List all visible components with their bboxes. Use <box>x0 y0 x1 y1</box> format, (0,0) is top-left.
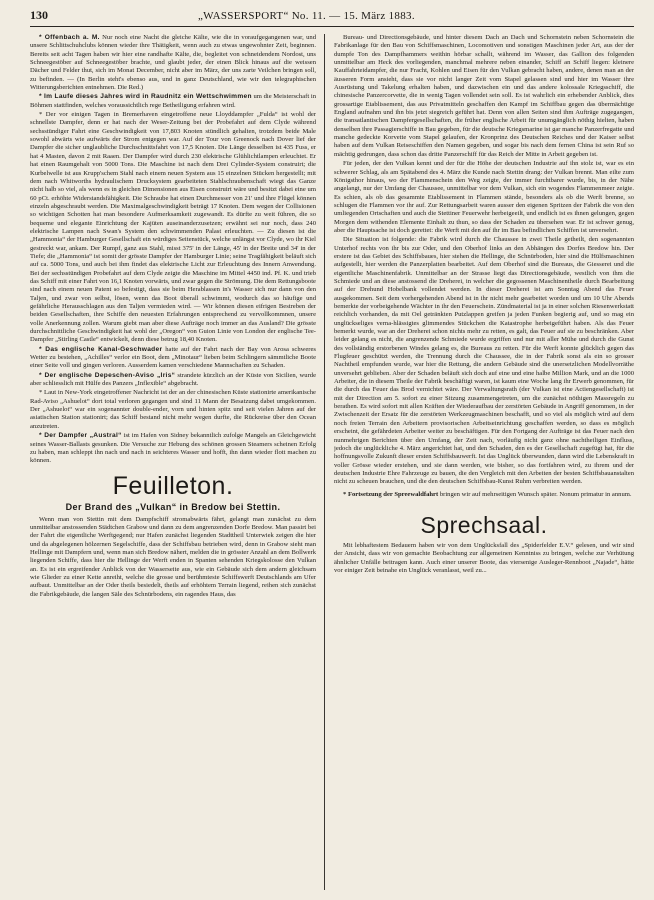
running-head: „WASSERSPORT“ No. 11. — 15. März 1883. <box>198 10 415 22</box>
news-item-text: strandete kürzlich an der Küste von Sicilien, wurde aber schliesslich mit Hülfe des Panzers „Inflexible“ abgebracht. <box>30 371 316 388</box>
news-item-text: * Der vor einigen Tagen in Bremerhaven eingetroffene neue Lloyddampfer „Fulda“ ist wohl der schnellste Dampfer, denn er hat nach der Weser-Zeitung bei der Probefahrt auf dem Clyde während sechsstündiger Fahrt eine Geschwindigkeit von 17,803 Knoten stündlich gehalten, trotzdem beide Male sowohl abwärts wie aufwärts der Strom entgegen war. Auf der Tour von Greenock nach Dover lief der Dampfer die sicher unglaubliche Durchschnittsfahrt von 17,5 Knoten. Die Länge desselben ist 435 Fuss, er hat 4 Masten, davon 2 mit Raaen. Der Dampfer wird durch 230 elektrische Glühlichtlampen erleuchtet. Er hat einen Raumgehalt von 5000 Tons. Die Maschine ist nach dem Drei Cylinder-System construirt; die Kurbelwelle ist aus Krupp'schem Stahl nach einem neuen System aus 15 einzelnen Stücken hergestellt; mit dem nach Whitworths hydraulischem Drucksystem gearbeiteten Stahlschraubenschaft wiegt das Ganze nicht halb so viel, als wenn es in gleichen Dimensionen aus Eisen construirt wäre und besitzt dabei eine um 60 pCt. erhöhte Widerstandsfähigkeit. Die Schraube hat einen Durchmesser von 21' und ihre Flügel können einzeln abgeschraubt werden. Die Maximalgeschwindigkeit beträgt 17 Knoten. Dem wegen der Collisionen so wichtigen Schotten hat man besondere Aufmerksamkeit zugewandt. Es dürfte zu weit führen, die so bequeme und elegante Einrichtung der Kajüten auseinanderzusetzen; erwähnt sei nur noch, dass 240 elektrische Lampen nach Swan's System den schwimmenden Palast erleuchten. — Zu diesen ist die „Hammonia“ der Hamburger Gesellschaft ein würdiges Seitenstück, welche unlängst vor Clyde, wo ihr Kiel gestreckt war, ankam. Der Rumpf, ganz aus Stahl, misst 375' in der Länge, 45' in der Breite und 34' in der Tiefe; die „Hammonia“ ist somit der grösste Dampfer der Hamburger Linie; seine Tragfähigkeit beläuft sich auf ca. 5000 Tons, und auch bei ihm findet das elektrische Licht zur Erleuchtung des Innern Anwendung. Bei der sechsstündigen Probefahrt auf dem Clyde zeigte die Maschine im Mittel 4450 ind. Pf. K. und trieb das Schiff mit einer Fahrt von 16,1 Knoten vorwärts, und zwar gegen die Strömung. Die dem Rettungsboote sind nach einem neuen Patent so befestigt, dass sie beim Herablassen in's Wasser sich nur dann von den Taljen, und zwar von selbst, lösen, wenn das Boot überall schwimmt, wodurch das so häufige und gefährliche Herausschlagen aus den Taljen vermieden wird. — Wir können diesen eifrigen Bestreben der beiden Gesellschaften, ihre Schiffe den neuesten Erfahrungen entsprechend zu vervollkommnen, unsere volle Anerkennung zollen. Warum giebt man aber diese Aufträge noch immer an das Ausland? Die grösste durchschnittliche Geschwindigkeit hat wohl der „Oregon“ von Guion Linie von London der englische Tee-Dampfer „Stirling Castle“ entwickelt, denn diese betrug 18,40 Knoten. <box>30 111 316 344</box>
feuilleton-subheading: Der Brand des „Vulkan“ in Bredow bei Stettin. <box>65 501 281 512</box>
sprechsaal-body: Mit lebhaftestem Bedauern haben wir von dem Unglücksfall des „Spiderfelder E.V.“ gelesen, und wir sind der Ansicht, dass wir von gemachte Beobachtung zur allgemeinen Kenntniss zu bringen, welche zur Verhütung ähnlicher Unfälle beitragen kann. Auch einer unserer Boote, das viersenige Ausleger-Rennboot „Najade“, hätte vor einiger Zeit beinahe ein Unglück veranlasst, weil zu... <box>334 541 634 574</box>
news-item-kanal-geschwader <box>30 346 316 371</box>
news-item-fulda <box>30 111 316 345</box>
news-item-lead: * Das englische Kanal-Geschwader <box>39 345 163 353</box>
news-item-lead: * Der englische Depeschen-Aviso „Iris“ <box>39 371 176 379</box>
page-number: 130 <box>30 8 48 22</box>
news-item-lead: * Der Dampfer „Austral“ <box>39 432 122 440</box>
left-column <box>30 34 316 894</box>
feuilleton-body: Wenn man von Stettin mit dem Dampfschiff stromabwärts fährt, gelangt man zunächst zu dem unmittelbar anstossenden Städtchen Grabow und dann zu dem angrenzenden Dorfe Bredow. Man passirt bei der Fahrt die eigentliche Werftgegend; nur Hafen zunächst liegenden Stadttheil Unterwiek zeigen die hier und da abgelegenen hölzernen Segelschiffe, dass der Schiffsbau betrieben wird, denn in Grabow sieht man Hellinge mit Dampfern und, wenn man sich Bredow nähert, melden die in grösster Anzahl an dem Bollwerk liegenden Schiffe, dass hier die Hellinge der Werft enden in Spanten sehenden Kriegskolosse den Vulkan an. Es ist ein ergreifender Anblick von der Wasserseite aus, wie ein Gebäude sich dem andern gleichsam wie Glieder zu einer Kette anreiht, welche die grosse und berühmteste Schiffswerft Deutschlands am Ufer aufbaut. Unmittelbar an der Oder theils besiedelt, theils auf erhöhtem Terrain liegend, reihen sich zunächst die Fabrikgebäude, die langen Säle des Schnürbodens, ein ragendes Haus, das <box>30 515 316 598</box>
news-item-iris <box>30 372 316 389</box>
news-item-lead: * Offenbach a. M. <box>39 34 100 41</box>
news-item-text: hatte auf der Fahrt nach der Bay von Arosa schweres Wetter zu bestehen, „Achilles“ verlor ein Boot, dem „Minotaur“ lieben beim Schlingern sämmtliche Boote einer Seite voll und gingen verloren. Ausserdem kamen verschiedene Mannschaften zu Schaden. <box>30 345 316 370</box>
sprechsaal-heading: Sprechsaal. <box>420 511 548 538</box>
news-item-text: ist im Hafen von Sidney bekanntlich zufolge Mangels an Gleichgewicht seines Wasser-Ballasts gesunken. Die Versuche zur Hebung des schönen grossen Steamers scheinen Erfolg zu haben, man schleppt ihn nach und nach in seichteres Wasser und hofft, ihn dann wieder flott machen zu können. <box>30 432 316 465</box>
news-item-austral <box>30 432 316 465</box>
news-item-lead: * Im Laufe dieses Jahres wird in Raudnitz ein Wettschwimmen <box>39 93 252 101</box>
news-item-text: * Laut in New-York eingetroffener Nachricht ist der an der chinesischen Küste stationirte amerikanische Rad-Aviso „Ashuelot“ dort total verloren gegangen und sind 11 Mann der Besatzung dabei umgekommen. Der „Ashuelot“ war ein sogenannter double-ender, vorn und hinten spitz und seit vielen Jahren auf der asiatischen Station stationirt; das Schiff bestand nicht mehr wegen durfte, die Rückreise über den Ocean anzutreten. <box>30 389 316 430</box>
note-lead: * Fortsetzung der Spreewaldfahrt <box>343 490 439 498</box>
feuilleton-continuation: Bureau- und Directionsgebäude, und hinter diesem Dach an Dach und Schornstein neben Schornstein die Fabrikanlage für den Bau von Schiffsmaschinen, Locomotiven und sonstigen Maschinen jeder Art, aus der der dumpfe Ton des Dampfhammers weithin hörbar schallt, während im Wasser, das Gallion des folgenden unmittelbar am Heck des vorliegenden, manchmal mehrere neben einander, Schiff an Schiff liegen: kleinere Kauffahrteidampfer, die nur Fracht, Kohlen und Eisen für den Vulkan gebracht haben, andere, denen man an der äusseren Form ansieht, dass sie vor nicht langer Zeit vom Stapel gelassen sind und hier im Wasser ihre Ausrüstung und Takelung erhalten haben, und dazwischen ein und das andere kolossale Kriegsschiff, die chinesische Panzercorvette, die in wenig Tagen vollendet sein soll. Es ist wahrlich ein erhebender Anblick, dies grossartige Etablissement, das aus Privatmitteln geschaffen den Kampf im Schiffbau gegen das übermächtige England aufnahm und ihn bis jetzt siegreich geführt hat. Denn von allen Seiten sind ihm Aufträge zugegangen, die transatlantischen Dampfergesellschaften, die früher englische Arbeit für unumgänglich nöthig hielten, haben denselben ihre Passagierschiffe in Bau gegeben, für die deutsche Kriegsmarine ist gar manche Panzerfregatte und manche gedeckte Korvette vom Stapel gelaufen, der Kronprinz des Deutschen Reiches und der Kaiser selbst haben auf dem Vulkan Reiseschiffen den Namen gegeben, und sogar bis nach dem fernen China ist sein Ruf so mächtig gedrungen, dass schon das dritte Panzerschiff für das Reich der Mitte in Arbeit gegeben ist. <box>334 34 634 158</box>
news-item-offenbach <box>30 34 316 92</box>
note-text: bringen wir auf mehrseitigen Wunsch später. Nonum primatur in annum. <box>438 490 632 498</box>
column-divider <box>324 34 325 890</box>
right-column <box>334 34 634 894</box>
news-item-ashuelot <box>30 389 316 431</box>
page-header <box>30 8 634 27</box>
news-item-raudnitz <box>30 93 316 110</box>
feuilleton-continuation: Für jeden, der den Vulkan kennt und der für die Höhe der deutschen Industrie auf ihn stolz ist, war es ein schwerer Schlag, als am Spätabend des 4. März die Kunde nach Stettin drang: der Vulkan brennt. Man eilte zum Königsthor hinaus, wo der Flammenschein den Weg zeigte, der immer furchtbarer wurde, bis, in der Nähe angelangt, nur der Umfang der Chaussee, unmittelbar vor dem Vulkan, sich ein wogendes Flammenmeer zeigte. Es schien, als ob das gesammte Etablissement in Flammen stände, besonders als ob die Werft brenne, so schlugen die Flammen vor ihr auf. Zur Rettungsarbeit waren ausser den eigenen Spritzen der Fabrik die von den umliegenden Ortschaften und auch die Stettiner Feuerwehr herbeigeeilt, und endlich ist es ihnen gelungen, gegen Morgen dem withenden Elemente Einhalt zu thun, so dass der Schaden zu übersehen war. Er ist schwer genug, aber die Hauptsache ist doch gerettet: die Werft mit den auf ihr im Bau befindlichen Schiffen ist unversehrt. <box>334 160 634 234</box>
feuilleton-heading: Feuilleton. <box>112 471 234 500</box>
news-item-text: Nur noch eine Nacht die gleiche Kälte, wie die in voraufgegangenen war, und unsere Schlittschuhclubs können wieder ihre Thätigkeit, wenn auch zu etwas ungewohnter Zeit, beginnen. Bereits seit acht Tagen haben wir hier eine randhafte Kälte, die, begleitet von schneidendem Nordost, uns Schneegestöber auf Schneegestöber brachte, und glaubt jeder, der einen Blick hinaus auf die weissen Dächer und Felder thut, sich im Monat December, nicht aber im März, der uns zarte Veilchen bringen soll, zu befinden. — (In Berlin steht's ebenso aus, und in ganz Deutschland, wie wir den telegraphischen Witterungsberichten entnehmen. Die Red.) <box>30 34 316 92</box>
feuilleton-continuation: Die Situation ist folgende: die Fabrik wird durch die Chaussee in zwei Theile getheilt, den sogenannten Unterhof rechts von ihr bis zur Oder, und den Oberhof links an den Abhängen des Dorfes Bredow hin. Der erstere ist das Gebiet des Schiffsbaues, hier stehen die Hellinge, die Schnürboden, hier sind die Hülfsmaschinen aufgestellt, hier werden die Panzerplatten bearbeitet. Auf dem Oberhof sind die Bureaus, die Giesserei und die eigentliche Maschinenfabrik. Unmittelbar an der Strasse liegt das Directionsgebäude, westlich von ihm die Schmiede und an diese anstossend die Dreherei, in welcher die gegossenen Maschinentheile durch Bearbeitung auf der Drehund Hobelbank vollendet werden. In dieser Dreherei ist am Sonntag Abend das Feuer ausgekommen. Seit dem vorhergehenden Abend ist in ihr nicht mehr gearbeitet worden und um 10 Uhr Abends bemerkte der vorbeigehende Wächter in ihr den Feuerschein. Zündmaterial ist ja in einer solchen Riesenwerkstatt reichlich vorhanden, da mit Oel getränkten Putzlappen greifen ja jeden Funken begierig auf, und so mag ein unglückseliges verna-hlässigtes glimmendes Stückchen die Katastrophe herbeigeführt haben. Als das Feuer bemerkt wurde, war an der Dreherei schon nichts mehr zu retten, es galt, das Feuer auf sie zu beschränken. Aber leider gelang es nicht, die angrenzende Schmiede wurde ergriffen und nur mit aller Mühe und durch die Gunst des vollständig erstorbenen Windes gelang es, die Bureaus zu retten. Für die Werft konnte glücklich gegen das Flugfeuer geschützt werden, die Trennung durch die Chaussee, die in der Fabrik sonst als ein so grosser Nachtheil empfunden wurde, war hier die Rettung, die andern Gebäude sind die unersetzlichen Modellvorräthe unversehrt geblieben. Aber der Schaden beläuft sich doch auf eine und eine halbe Million Mark, und an die 1000 Arbeiter, die in diesem Theile der Fabrik beschäftigt waren, ist kaum eine Woche lang ihr Erwerb genommen, für die durch das Feuer das Brod vernichtet wäre. Der Verwaltungsrath (der Vulkan ist eine Actiengesellschaft) ist mit der Direction am 5. sofort zu einer Sitzung zusammengetreten, um die zunächst nöthigen Massregeln zu berathen. Es wird sofort mit allen Kräften der Wiederaufbau der zerstörten Gebäude in Angriff genommen, in der Zwischenzeit der Ersatz für die zerstörten Werkzeugmaschinen beschafft, und so viel als möglich wird auf dem noch freien Terrain den Arbeitern provisorischen Arbeitseinrichtung geschaffen werden, so dass es möglich erscheint, die gefährdeten Arbeiter weiter zu beschäftigen. Für den Fortgang der Aufträge ist das Feuer nach den nunmehrigen Berichten über den Umfang, der Zeit nach, vorläufig nicht ganz ohne nachtheiligen Einfluss, jedoch die unglückliche 4. März angerichtet hat, und den Schaden, den es der Gesellschaft zugefügt hat, für die hoffnungsvolle Zukunft dieser ersten Schiffsbauwerft. Ist das Unglück überwunden, dann wird die Lebenskraft in voller Grösse wieder erstehen, und sie dann werden, wie bisher, so das fortfahren wird, zu ihrem und der deutschen Industrie Ehre Fahrzeuge zu bauen, die den Vergleich mit den Arbeiten der besten Schiffsbauanstalten nicht zu scheuen brauchen, und die den deutschen Schiffsbau-Kunst Ruhm verbreiten werden. <box>334 236 634 486</box>
news-item-text: um die Meisterschaft in Böhmen stattfinden, welches voraussichtlich rege Betheiligung erfahren wird. <box>30 93 316 109</box>
spreewaldfahrt-note <box>334 491 634 499</box>
